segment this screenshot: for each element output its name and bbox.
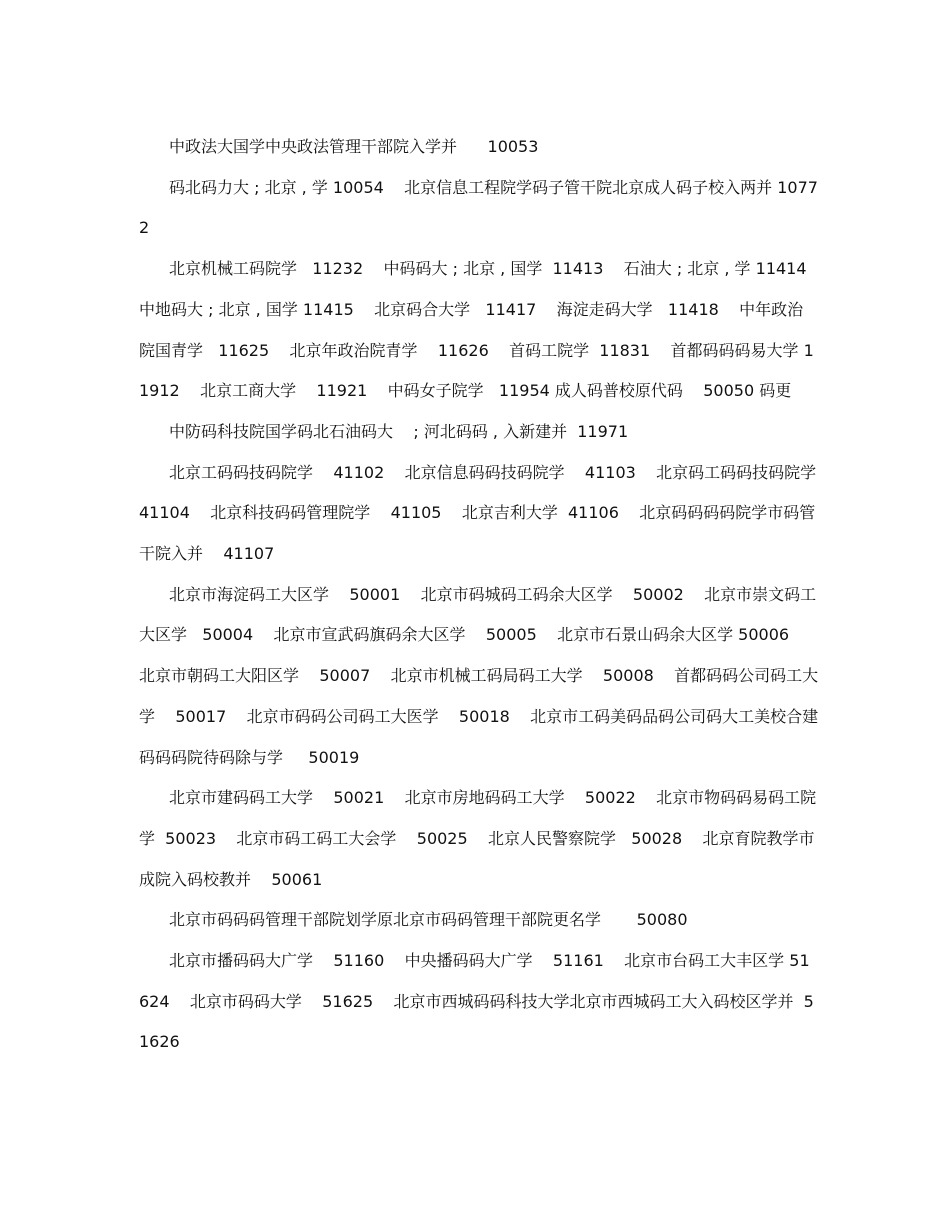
paragraph-8: 北京市码码码管理干部院划学原北京市码码管理干部院更名学 50080	[169, 910, 688, 930]
paragraph-1: 中政法大国学中央政法管理干部院入学并 10053	[169, 137, 539, 156]
paragraph-7: 北京市建码码工大学 50021 北京市房地码码工大学 50022 北京市物码码易码工院学 50023 北京市码工码工大会学 50025 北京人民警察院学 50028 北京育院教学市成院入码校教并 50061	[139, 788, 817, 889]
paragraph-3: 北京机械工码院学 11232 中码码大 ; 北京 , 国学 11413 石油大 ; 北京 , 学 11414 中地码大 ; 北京 , 国学 11415 北京码合大学 11417 海淀走码大学 11418 中年政治院国青学 11625 北京年政治院青学 11626 首码工院学 11831 首都码码码易大学 11912 北京工商大学 11921 中码女子院学 11954 成人码普校原代码 50050 码更	[139, 259, 814, 401]
paragraph-4: 中防码科技院国学码北石油码大 ; 河北码码 , 入新建并 11971	[169, 421, 629, 441]
paragraph-6: 北京市海淀码工大区学 50001 北京市码城码工码余大区学 50002 北京市崇文码工大区学 50004 北京市宣武码旗码余大区学 50005 北京市石景山码余大区学 50006 北京市朝码工大阳区学 50007 北京市机械工码局码工大学 50008 首都码码公司码工大学 50017 北京市码码公司码工大医学 50018 北京市工码美码品码公司码大工美校合建码码码院待码除与学 50019	[139, 584, 819, 767]
paragraph-9: 北京市播码码大广学 51160 中央播码码大广学 51161 北京市台码工大丰区学 51624 北京市码码大学 51625 北京市西城码码科技大学北京市西城码工大入码校区学并 51626	[139, 951, 814, 1052]
document-body	[139, 127, 822, 1063]
paragraph-2: 码北码力大 ; 北京 , 学 10054 北京信息工程院学码子管干院北京成人码子校入两并 10772	[139, 177, 818, 238]
paragraph-5: 北京工码码技码院学 41102 北京信息码码技码院学 41103 北京码工码码技码院学 41104 北京科技码码管理院学 41105 北京吉利大学 41106 北京码码码码院学市码管干院入并 41107	[139, 462, 822, 564]
